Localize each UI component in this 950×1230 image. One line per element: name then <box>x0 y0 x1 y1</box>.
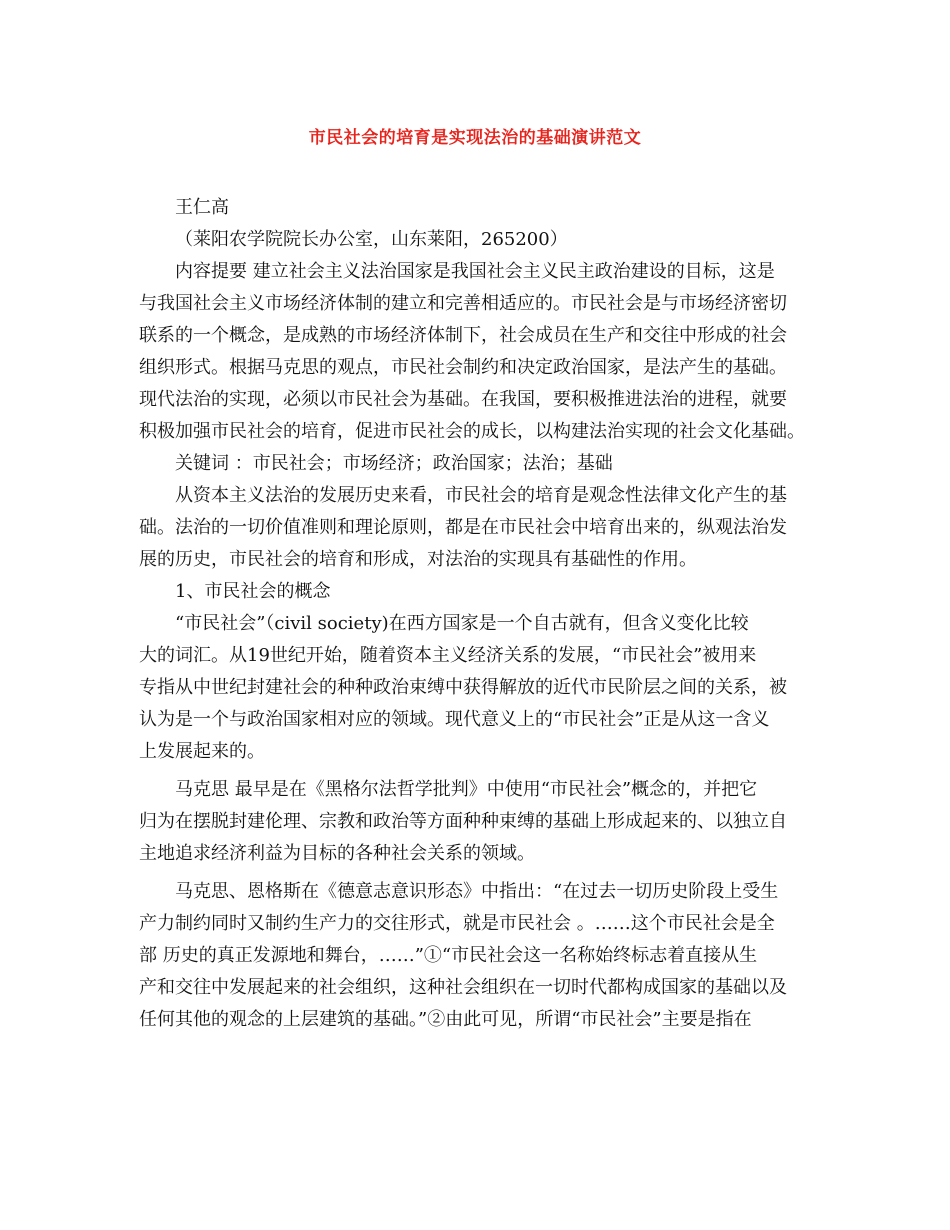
paragraph-line: 部 历史的真正发源地和舞台，……”①“市民社会这一名称始终标志着直接从生 <box>139 945 758 966</box>
paragraph-line: 从资本主义法治的发展历史来看，市民社会的培育是观念性法律文化产生的基 <box>175 485 787 506</box>
abstract-line: 现代法治的实现，必须以市民社会为基础。在我国，要积极推进法治的进程，就要 <box>139 389 787 410</box>
paragraph-line: 认为是一个与政治国家相对应的领域。现代意义上的“市民社会”正是从这一含义 <box>139 709 770 730</box>
abstract-line: 联系的一个概念，是成熟的市场经济体制下，社会成员在生产和交往中形成的社会 <box>139 325 787 346</box>
paragraph-line: 归为在摆脱封建伦理、宗教和政治等方面种种束缚的基础上形成起来的、以独立自 <box>139 811 787 832</box>
paragraph-line: 任何其他的观念的上层建筑的基础。”②由此可见，所谓“市民社会”主要是指在 <box>139 1009 752 1030</box>
keywords-line: 关键词 ：市民社会；市场经济；政治国家；法治；基础 <box>175 453 613 474</box>
author-line: 王仁高 <box>175 197 229 218</box>
abstract-line: 与我国社会主义市场经济体制的建立和完善相适应的。市民社会是与市场经济密切 <box>139 293 787 314</box>
abstract-line: 积极加强市民社会的培育，促进市民社会的成长，以构建法治实现的社会文化基础。 <box>139 421 805 442</box>
abstract-line: 内容提要 建立社会主义法治国家是我国社会主义民主政治建设的目标，这是 <box>175 261 775 282</box>
paragraph-line: 马克思 最早是在《黑格尔法哲学批判》中使用“市民社会”概念的，并把它 <box>175 779 758 800</box>
paragraph-line: 产和交往中发展起来的社会组织，这种社会组织在一切时代都构成国家的基础以及 <box>139 977 787 998</box>
affiliation-line: （莱阳农学院院长办公室，山东莱阳，265200） <box>175 229 568 250</box>
paragraph-line: 础。法治的一切价值准则和理论原则，都是在市民社会中培育出来的，纵观法治发 <box>139 517 787 538</box>
paragraph-line: 主地追求经济利益为目标的各种社会关系的领域。 <box>139 843 535 864</box>
paragraph-line: “市民社会”（civil society)在西方国家是一个自古就有，但含义变化比较 <box>175 613 749 634</box>
paragraph-line: 专指从中世纪封建社会的种种政治束缚中获得解放的近代市民阶层之间的关系，被 <box>139 677 787 698</box>
document-title: 市民社会的培育是实现法治的基础演讲范文 <box>308 128 642 148</box>
paragraph-line: 产力制约同时又制约生产力的交往形式，就是市民社会 。……这个市民社会是全 <box>139 913 775 934</box>
paragraph-line: 大的词汇。从19世纪开始，随着资本主义经济关系的发展，“市民社会”被用来 <box>139 645 757 666</box>
document-body <box>139 192 821 1036</box>
paragraph-line: 马克思、恩格斯在《德意志意识形态》中指出：“在过去一切历史阶段上受生 <box>175 881 779 902</box>
section-heading: 1、市民社会的概念 <box>175 581 331 602</box>
abstract-line: 组织形式。根据马克思的观点，市民社会制约和决定政治国家，是法产生的基础。 <box>139 357 787 378</box>
paragraph-line: 展的历史，市民社会的培育和形成，对法治的实现具有基础性的作用。 <box>139 549 697 570</box>
paragraph-line: 上发展起来的。 <box>139 741 265 762</box>
